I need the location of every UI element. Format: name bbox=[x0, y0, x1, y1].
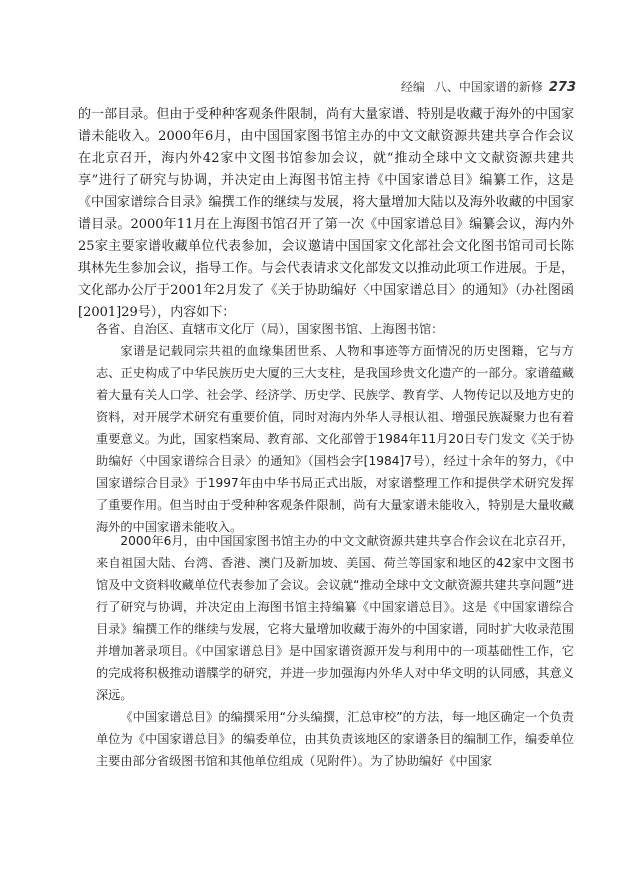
quoted-notice-paragraph-3-block bbox=[96, 706, 574, 772]
quoted-notice-paragraph-2-block bbox=[96, 530, 574, 706]
notice-paragraph-2: 2000年6月，由中国国家图书馆主办的中文文献资源共建共享合作会议在北京召开，来自祖国大陆、台湾、香港、澳门及新加坡、美国、荷兰等国家和地区的42家中文图书馆及中文资料收藏单位代表参加了会议。会议就“推动全球中文文献资源共建共享问题”进行了研究与协调，并决定由上海图书馆主持编纂《中国家谱总目》。这是《中国家谱综合目录》编撰工作的继续与发展，它将大量增加收藏于海外的中国家谱，同时扩大收录范围并增加著录项目。《中国家谱总目》是中国家谱资源开发与利用中的一项基础性工作，它的完成将积极推动谱牒学的研究，并进一步加强海内外华人对中华文明的认同感，其意义深远。 bbox=[96, 534, 574, 702]
running-header bbox=[401, 78, 576, 95]
notice-paragraph-3: 《中国家谱总目》的编撰采用“分头编撰，汇总审校”的方法，每一地区确定一个负责单位为《中国家谱总目》的编委单位，由其负责该地区的家谱条目的编制工作，编委单位主要由部分省级图书馆和其他单位组成（见附件）。为了协助编好《中国家 bbox=[96, 710, 574, 768]
header-chapter: 八、中国家谱的新修 bbox=[434, 80, 543, 94]
main-paragraph-block bbox=[78, 104, 574, 324]
quoted-notice-paragraph-1-block bbox=[96, 340, 574, 538]
header-section: 经编 bbox=[400, 80, 425, 94]
quoted-notice-salutation-block bbox=[96, 318, 574, 340]
notice-paragraph-1: 家谱是记载同宗共祖的血缘集团世系、人物和事迹等方面情况的历史图籍，它与方志、正史构成了中华民族历史大厦的三大支柱，是我国珍贵文化遗产的一部分。家谱蕴藏着大量有关人口学、社会学、经济学、历史学、民族学、教育学、人物传记以及地方史的资料，对开展学术研究有重要价值，同时对海内外华人寻根认祖、增强民族凝聚力也有着重要意义。为此，国家档案局、教育部、文化部曾于1984年11月20日专门发文《关于协助编好〈中国家谱综合目录〉的通知》（国档会字[1984]7号），经过十余年的努力，《中国家谱综合目录》于1997年由中华书局正式出版，对家谱整理工作和提供学术研究发挥了重要作用。但当时由于受种种客观条件限制，尚有大量家谱未能收入，特别是大量收藏海外的中国家谱未能收入。 bbox=[96, 344, 574, 534]
page-number: 273 bbox=[548, 80, 576, 95]
body-paragraph: 的一部目录。但由于受种种客观条件限制，尚有大量家谱、特别是收藏于海外的中国家谱未能收入。2000年6月，由中国国家图书馆主办的中文文献资源共建共享合作会议在北京召开，海内外42家中文图书馆参加会议，就“推动全球中文文献资源共建共享”进行了研究与协调，并决定由上海图书馆主持《中国家谱总目》编纂工作，这是《中国家谱综合目录》编撰工作的继续与发展，将大量增加大陆以及海外收藏的中国家谱目录。2000年11月在上海图书馆召开了第一次《中国家谱总目》编纂会议，海内外25家主要家谱收藏单位代表参加，会议邀请中国国家文化部社会文化图书馆司司长陈琪林先生参加会议，指导工作。与会代表请求文化部发文以推动此项工作进展。于是，文化部办公厅于2001年2月发了《关于协助编好〈中国家谱总目〉的通知》（办社图函[2001]29号），内容如下： bbox=[78, 107, 574, 320]
notice-salutation: 各省、自治区、直辖市文化厅（局），国家图书馆、上海图书馆： bbox=[96, 322, 444, 336]
